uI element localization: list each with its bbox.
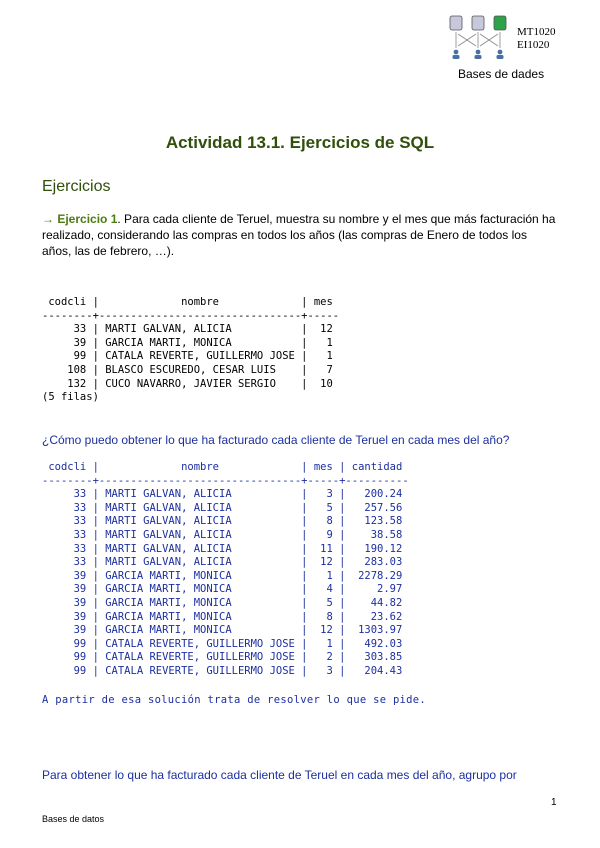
table-row: 99 | CATALA REVERTE, GUILLERMO JOSE | 1: [42, 350, 333, 363]
table-row: 108 | BLASCO ESCUREDO, CESAR LUIS | 7: [42, 363, 333, 376]
table-row: 39 | GARCIA MARTI, MONICA | 5 | 44.82: [42, 596, 403, 609]
section-heading: Ejercicios: [42, 178, 111, 195]
table-row: 132 | CUCO NAVARRO, JAVIER SERGIO | 10: [42, 377, 333, 390]
table-row: 33 | MARTI GALVAN, ALICIA | 5 | 257.56: [42, 501, 403, 514]
table-row: 33 | MARTI GALVAN, ALICIA | 11 | 190.12: [42, 542, 403, 555]
table-row: 99 | CATALA REVERTE, GUILLERMO JOSE | 2 | 303.85: [42, 651, 403, 664]
page-title: Actividad 13.1. Ejercicios de SQL: [165, 133, 435, 152]
table-footer: (5 filas): [42, 391, 99, 404]
table-row: 39 | GARCIA MARTI, MONICA | 1 | 2278.29: [42, 569, 403, 582]
bottom-paragraph: Para obtener lo que ha facturado cada cliente de Teruel en cada mes del año, agrupo por: [42, 768, 517, 782]
result-table-2: [42, 461, 409, 679]
exercise-text: . Para cada cliente de Teruel, muestra su nombre y el mes que más facturación ha realizado, considerando las compras en todos los años (las compras de Enero de todos los años, las de febrero, …).: [42, 212, 556, 258]
table-separator: --------+--------------------------------+-----: [42, 309, 340, 322]
logo-code-mt: MT1020: [517, 26, 556, 38]
question-text: ¿Cómo puedo obtener lo que ha facturado cada cliente de Teruel en cada mes del año?: [42, 433, 510, 447]
table-row: 33 | MARTI GALVAN, ALICIA | 12 | 283.03: [42, 556, 403, 569]
arrow-icon: →: [42, 212, 54, 226]
table-row: 33 | MARTI GALVAN, ALICIA | 9 | 38.58: [42, 528, 403, 541]
table-row: 39 | GARCIA MARTI, MONICA | 4 | 2.97: [42, 583, 403, 596]
logo-code-ei: EI1020: [517, 39, 550, 51]
table-row: 33 | MARTI GALVAN, ALICIA | 12: [42, 323, 333, 336]
page-footer: Bases de datos: [42, 814, 105, 824]
table-row: 99 | CATALA REVERTE, GUILLERMO JOSE | 3 | 204.43: [42, 664, 403, 677]
result-table-1: [42, 296, 339, 405]
table-header: codcli | nombre | mes: [42, 296, 340, 308]
table-row: 39 | GARCIA MARTI, MONICA | 12 | 1303.97: [42, 624, 403, 637]
table-row: 99 | CATALA REVERTE, GUILLERMO JOSE | 1 | 492.03: [42, 637, 403, 650]
exercise-paragraph: [42, 211, 557, 259]
hint-text: A partir de esa solución trata de resolver lo que se pide.: [42, 694, 427, 706]
table-separator: --------+--------------------------------+-----+----------: [42, 474, 409, 487]
exercise-number: Ejercicio 1: [57, 212, 118, 226]
table-header: codcli | nombre | mes | cantidad: [42, 461, 409, 473]
exercise-label: [42, 212, 117, 226]
table-row: 33 | MARTI GALVAN, ALICIA | 3 | 200.24: [42, 488, 403, 501]
logo-caption: Bases de dades: [458, 67, 545, 81]
table-row: 39 | GARCIA MARTI, MONICA | 1: [42, 336, 333, 349]
table-row: 39 | GARCIA MARTI, MONICA | 8 | 23.62: [42, 610, 403, 623]
table-row: 33 | MARTI GALVAN, ALICIA | 8 | 123.58: [42, 515, 403, 528]
page-number: 1: [551, 797, 557, 808]
